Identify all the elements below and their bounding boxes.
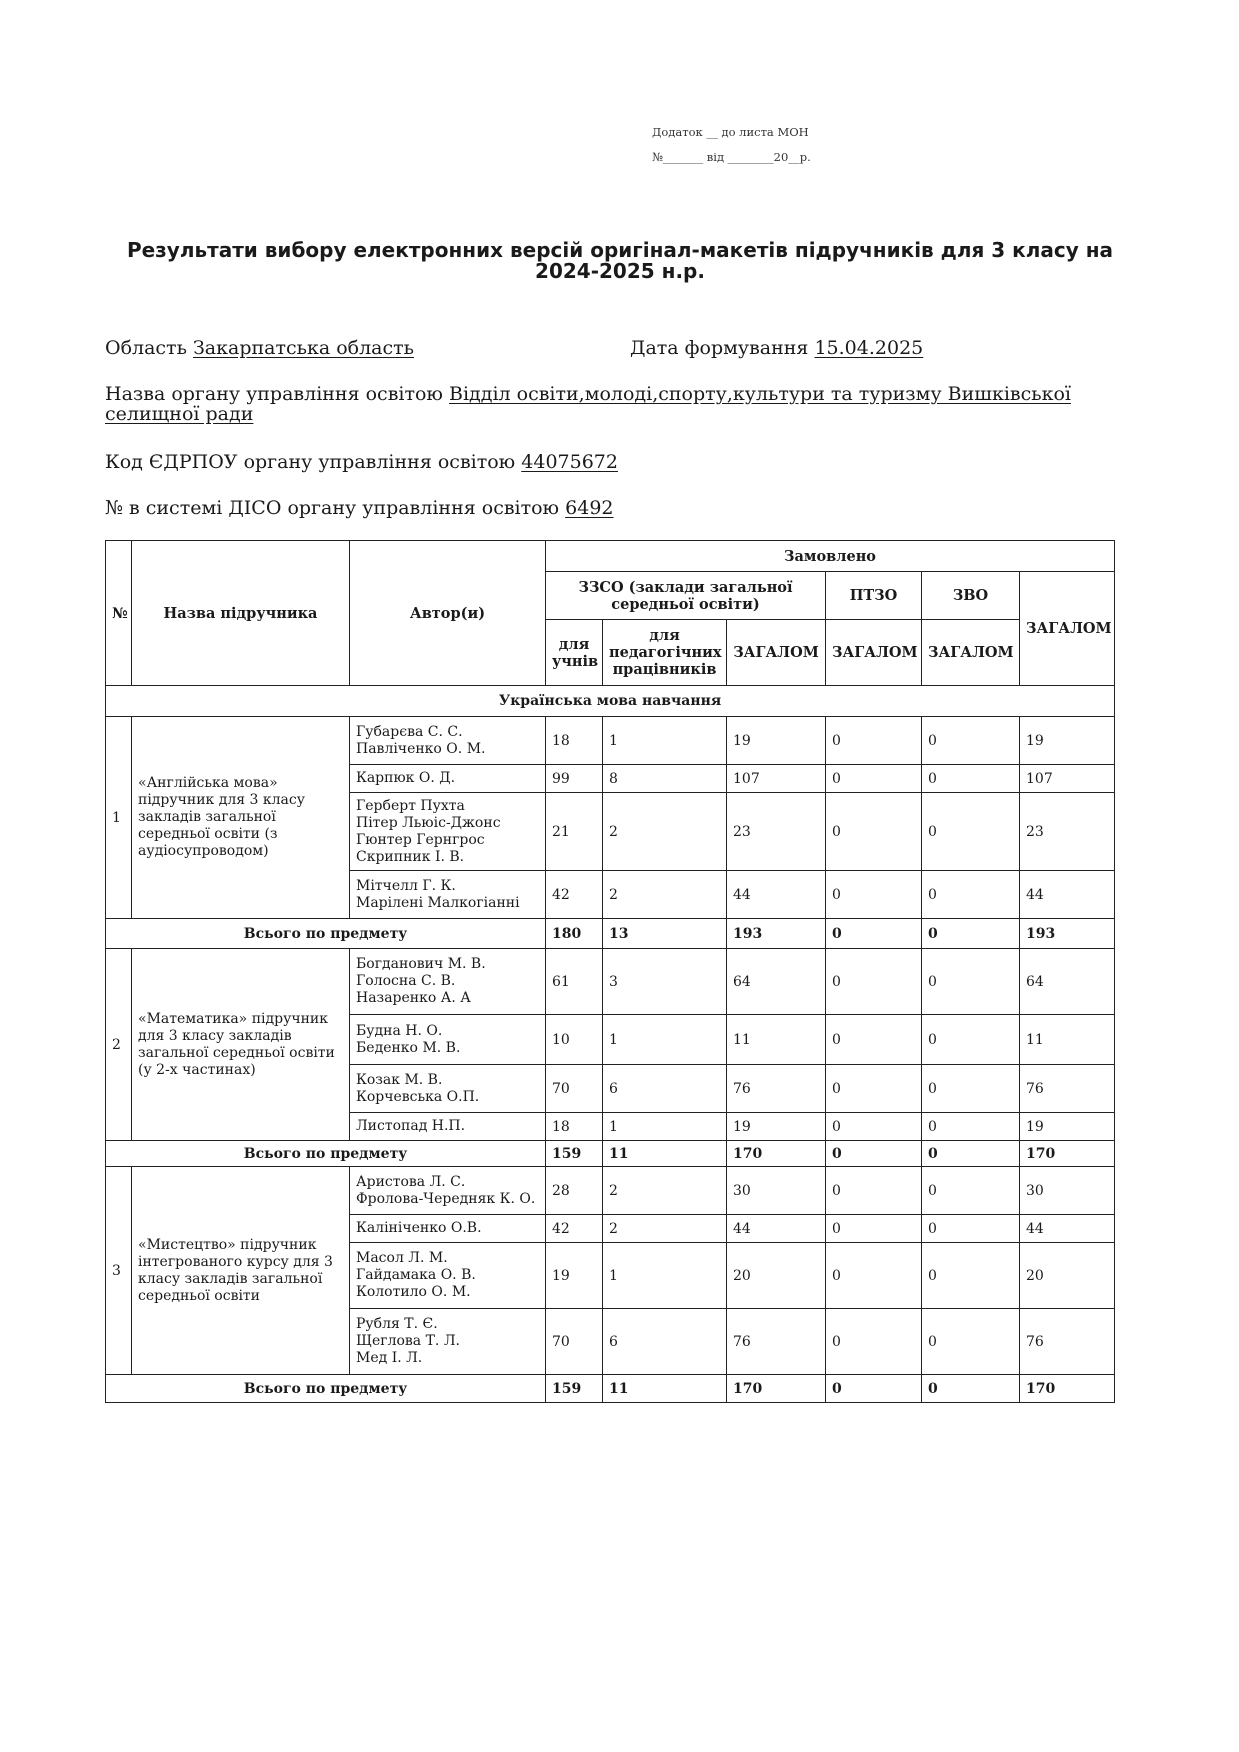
author-name: Колотило О. М. xyxy=(356,1284,471,1300)
count-teachers: 1 xyxy=(603,1243,727,1309)
edrpou-label: Код ЄДРПОУ органу управління освітою xyxy=(105,451,516,473)
count-students: 42 xyxy=(546,871,603,919)
count-students: 18 xyxy=(546,1113,603,1141)
date-line xyxy=(630,338,923,358)
count-ptzo: 0 xyxy=(826,717,922,765)
author-name: Гюнтер Гернгрос xyxy=(356,831,485,848)
subtotal-total: 193 xyxy=(1020,919,1115,949)
subtotal-row xyxy=(106,1375,1115,1403)
count-zzso-total: 76 xyxy=(727,1309,826,1375)
header-zzso: ЗЗСО (заклади загальної середньої освіти) xyxy=(546,572,826,620)
authors-cell xyxy=(350,1215,546,1243)
count-students: 70 xyxy=(546,1309,603,1375)
author-name: Листопад Н.П. xyxy=(356,1118,466,1134)
header-students: для учнів xyxy=(546,620,603,686)
count-total: 44 xyxy=(1020,1215,1115,1243)
count-zvo: 0 xyxy=(922,1243,1020,1309)
count-zvo: 0 xyxy=(922,949,1020,1015)
author-name: Будна Н. О. xyxy=(356,1022,443,1039)
count-zzso-total: 19 xyxy=(727,717,826,765)
authority-value: Відділ освіти,молоді,спорту,культури та туризму Вишківської селищної ради xyxy=(105,383,1071,425)
count-ptzo: 0 xyxy=(826,765,922,793)
authors-cell xyxy=(350,871,546,919)
count-zvo: 0 xyxy=(922,1167,1020,1215)
count-zvo: 0 xyxy=(922,871,1020,919)
count-teachers: 1 xyxy=(603,1113,727,1141)
subtotal-total: 170 xyxy=(1020,1141,1115,1167)
count-zzso-total: 19 xyxy=(727,1113,826,1141)
count-students: 21 xyxy=(546,793,603,871)
subtotal-zvo: 0 xyxy=(922,1375,1020,1403)
date-value: 15.04.2025 xyxy=(814,337,924,359)
subtotal-ptzo: 0 xyxy=(826,919,922,949)
count-zzso-total: 44 xyxy=(727,1215,826,1243)
count-zvo: 0 xyxy=(922,717,1020,765)
count-ptzo: 0 xyxy=(826,871,922,919)
subtotal-ptzo: 0 xyxy=(826,1141,922,1167)
count-students: 18 xyxy=(546,717,603,765)
count-zzso-total: 107 xyxy=(727,765,826,793)
count-zzso-total: 30 xyxy=(727,1167,826,1215)
subtotal-zzso-total: 193 xyxy=(727,919,826,949)
count-total: 23 xyxy=(1020,793,1115,871)
authors-cell xyxy=(350,1167,546,1215)
count-teachers: 8 xyxy=(603,765,727,793)
count-ptzo: 0 xyxy=(826,1215,922,1243)
authors-cell xyxy=(350,1015,546,1065)
count-total: 44 xyxy=(1020,871,1115,919)
section-row xyxy=(106,686,1115,717)
authors-cell xyxy=(350,717,546,765)
count-zzso-total: 20 xyxy=(727,1243,826,1309)
header-zvo: ЗВО xyxy=(922,572,1020,620)
subtotal-teachers: 11 xyxy=(603,1375,727,1403)
region-line xyxy=(105,338,414,358)
diso-line xyxy=(105,498,614,518)
subtotal-total: 170 xyxy=(1020,1375,1115,1403)
book-number: 1 xyxy=(106,717,132,919)
count-zzso-total: 23 xyxy=(727,793,826,871)
section-label: Українська мова навчання xyxy=(106,686,1115,717)
book-number: 2 xyxy=(106,949,132,1141)
count-teachers: 6 xyxy=(603,1309,727,1375)
author-name: Герберт Пухта xyxy=(356,797,465,814)
count-zzso-total: 64 xyxy=(727,949,826,1015)
authors-cell xyxy=(350,1309,546,1375)
count-zvo: 0 xyxy=(922,793,1020,871)
author-name: Гайдамака О. В. xyxy=(356,1267,476,1283)
subtotal-students: 159 xyxy=(546,1375,603,1403)
header-total: ЗАГАЛОМ xyxy=(1020,572,1115,686)
header-authors: Автор(и) xyxy=(350,541,546,686)
author-name: Калініченко О.В. xyxy=(356,1220,482,1236)
count-students: 99 xyxy=(546,765,603,793)
count-total: 19 xyxy=(1020,717,1115,765)
book-title: «Мистецтво» підручник інтегрованого курсу для 3 класу закладів загальної середньої освіти xyxy=(132,1167,350,1375)
count-total: 11 xyxy=(1020,1015,1115,1065)
authors-cell xyxy=(350,1113,546,1141)
authors-cell xyxy=(350,1065,546,1113)
count-ptzo: 0 xyxy=(826,1309,922,1375)
book-title: «Англійська мова» підручник для 3 класу закладів загальної середньої освіти (з аудіосупроводом) xyxy=(132,717,350,919)
count-zvo: 0 xyxy=(922,1215,1020,1243)
region-value: Закарпатська область xyxy=(192,337,415,359)
count-ptzo: 0 xyxy=(826,1015,922,1065)
author-name: Беденко М. В. xyxy=(356,1039,461,1056)
edrpou-line xyxy=(105,452,618,472)
header-book: Назва підручника xyxy=(132,541,350,686)
author-name: Козак М. В. xyxy=(356,1071,443,1088)
subtotal-teachers: 13 xyxy=(603,919,727,949)
count-zvo: 0 xyxy=(922,765,1020,793)
subtotal-label: Всього по предмету xyxy=(106,1141,546,1167)
book-number: 3 xyxy=(106,1167,132,1375)
table-body xyxy=(106,686,1115,1403)
count-ptzo: 0 xyxy=(826,1065,922,1113)
subtotal-zvo: 0 xyxy=(922,919,1020,949)
count-students: 28 xyxy=(546,1167,603,1215)
author-name: Аристова Л. С. xyxy=(356,1173,466,1190)
count-teachers: 6 xyxy=(603,1065,727,1113)
attachment-note xyxy=(652,120,811,170)
attachment-line-1: Додаток __ до листа МОН xyxy=(652,125,809,139)
header-ptzo-total: ЗАГАЛОМ xyxy=(826,620,922,686)
count-ptzo: 0 xyxy=(826,1113,922,1141)
count-total: 19 xyxy=(1020,1113,1115,1141)
count-zzso-total: 76 xyxy=(727,1065,826,1113)
diso-label: № в системі ДІСО органу управління освітою xyxy=(105,497,560,519)
count-students: 61 xyxy=(546,949,603,1015)
count-total: 76 xyxy=(1020,1309,1115,1375)
count-zvo: 0 xyxy=(922,1015,1020,1065)
subtotal-row xyxy=(106,1141,1115,1167)
table-row xyxy=(106,1167,1115,1215)
subtotal-teachers: 11 xyxy=(603,1141,727,1167)
header-zvo-total: ЗАГАЛОМ xyxy=(922,620,1020,686)
table-row xyxy=(106,949,1115,1015)
author-name: Назаренко А. А xyxy=(356,990,471,1006)
subtotal-ptzo: 0 xyxy=(826,1375,922,1403)
author-name: Мед І. Л. xyxy=(356,1350,423,1366)
authors-cell xyxy=(350,765,546,793)
region-label: Область xyxy=(105,337,187,359)
author-name: Рубля Т. Є. xyxy=(356,1316,438,1332)
count-teachers: 3 xyxy=(603,949,727,1015)
count-zvo: 0 xyxy=(922,1065,1020,1113)
page-title: Результати вибору електронних версій оригінал-макетів підручників для 3 класу на 2024-2025 н.р. xyxy=(126,238,1114,283)
count-ptzo: 0 xyxy=(826,1243,922,1309)
count-ptzo: 0 xyxy=(826,949,922,1015)
count-students: 19 xyxy=(546,1243,603,1309)
authors-cell xyxy=(350,793,546,871)
count-teachers: 1 xyxy=(603,717,727,765)
authors-cell xyxy=(350,949,546,1015)
count-students: 42 xyxy=(546,1215,603,1243)
subtotal-zzso-total: 170 xyxy=(727,1141,826,1167)
count-zzso-total: 11 xyxy=(727,1015,826,1065)
author-name: Мітчелл Г. К. xyxy=(356,877,456,894)
count-total: 107 xyxy=(1020,765,1115,793)
header-ptzo: ПТЗО xyxy=(826,572,922,620)
count-teachers: 2 xyxy=(603,871,727,919)
table-row xyxy=(106,717,1115,765)
count-total: 64 xyxy=(1020,949,1115,1015)
subtotal-label: Всього по предмету xyxy=(106,919,546,949)
authority-label: Назва органу управління освітою xyxy=(105,383,443,405)
author-name: Скрипник І. В. xyxy=(356,848,465,865)
author-name: Марілені Малкогіанні xyxy=(356,894,520,911)
author-name: Пітер Льюіс-Джонс xyxy=(356,814,501,831)
subtotal-label: Всього по предмету xyxy=(106,1375,546,1403)
count-teachers: 2 xyxy=(603,1215,727,1243)
subtotal-row xyxy=(106,919,1115,949)
count-teachers: 2 xyxy=(603,1167,727,1215)
count-teachers: 1 xyxy=(603,1015,727,1065)
count-ptzo: 0 xyxy=(826,793,922,871)
count-total: 30 xyxy=(1020,1167,1115,1215)
count-zzso-total: 44 xyxy=(727,871,826,919)
count-zvo: 0 xyxy=(922,1309,1020,1375)
subtotal-zzso-total: 170 xyxy=(727,1375,826,1403)
orders-table xyxy=(105,540,1115,1403)
attachment-line-2: №_______ від ________20__р. xyxy=(652,150,811,164)
edrpou-value: 44075672 xyxy=(521,451,618,473)
author-name: Голосна С. В. xyxy=(356,973,456,989)
author-name: Карпюк О. Д. xyxy=(356,770,456,786)
count-students: 10 xyxy=(546,1015,603,1065)
count-total: 20 xyxy=(1020,1243,1115,1309)
count-ptzo: 0 xyxy=(826,1167,922,1215)
count-students: 70 xyxy=(546,1065,603,1113)
subtotal-students: 159 xyxy=(546,1141,603,1167)
header-zzso-total: ЗАГАЛОМ xyxy=(727,620,826,686)
author-name: Щеглова Т. Л. xyxy=(356,1333,460,1349)
subtotal-zvo: 0 xyxy=(922,1141,1020,1167)
subtotal-students: 180 xyxy=(546,919,603,949)
diso-value: 6492 xyxy=(565,497,614,519)
author-name: Масол Л. М. xyxy=(356,1250,448,1266)
author-name: Павліченко О. М. xyxy=(356,740,486,757)
count-teachers: 2 xyxy=(603,793,727,871)
header-teachers: для педагогічних працівників xyxy=(603,620,727,686)
authors-cell xyxy=(350,1243,546,1309)
header-no: № xyxy=(106,541,132,686)
count-zvo: 0 xyxy=(922,1113,1020,1141)
book-title: «Математика» підручник для 3 класу закладів загальної середньої освіти (у 2-х частинах) xyxy=(132,949,350,1141)
author-name: Богданович М. В. xyxy=(356,956,486,972)
author-name: Фролова-Чередняк К. О. xyxy=(356,1190,536,1207)
author-name: Губарєва С. С. xyxy=(356,723,463,740)
authority-line xyxy=(105,384,1115,424)
date-label: Дата формування xyxy=(630,337,809,359)
count-total: 76 xyxy=(1020,1065,1115,1113)
author-name: Корчевська О.П. xyxy=(356,1088,480,1105)
header-ordered: Замовлено xyxy=(546,541,1115,572)
